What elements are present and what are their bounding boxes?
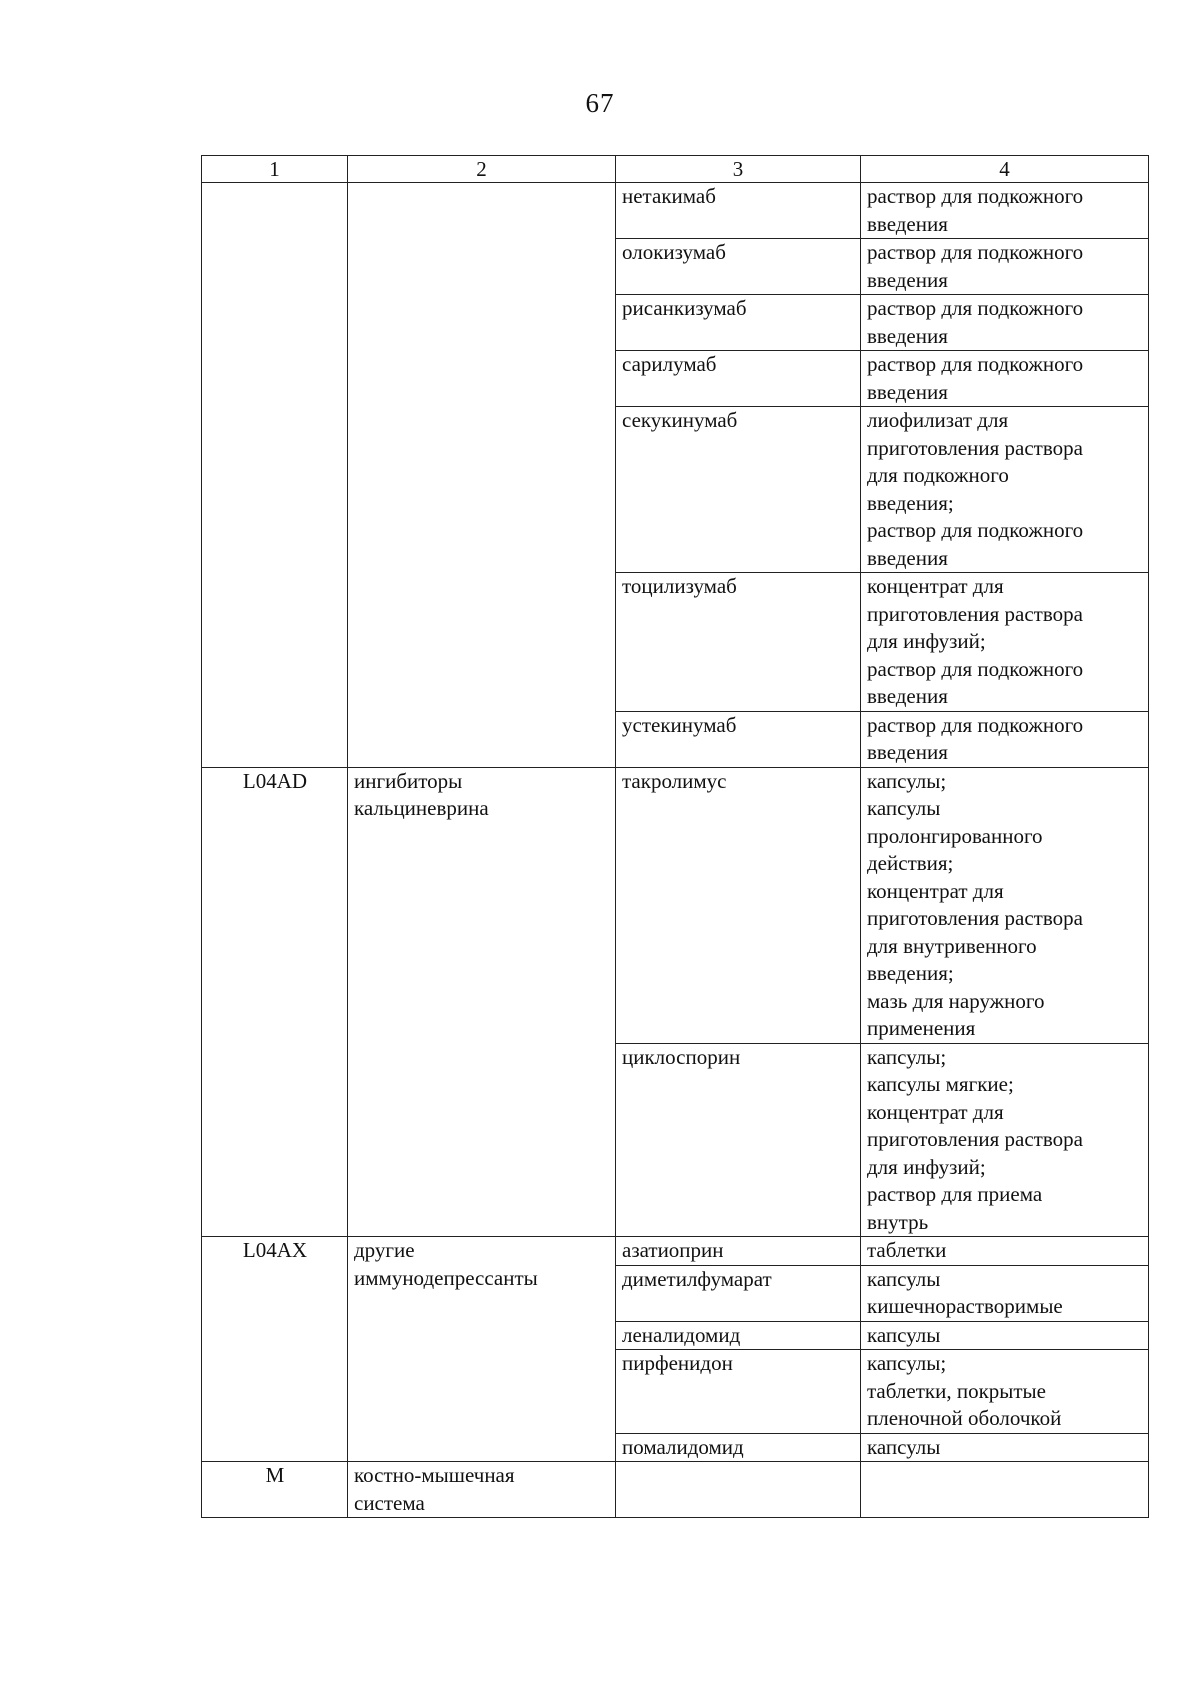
column-header-1: 1 <box>202 156 348 183</box>
dosage-form-cell: таблетки <box>861 1237 1149 1266</box>
drug-name-cell: такролимус <box>616 767 861 1043</box>
drug-name-cell: леналидомид <box>616 1321 861 1350</box>
dosage-form-cell: капсулы; таблетки, покрытые пленочной оболочкой <box>861 1350 1149 1434</box>
dosage-form-cell: раствор для подкожного введения <box>861 183 1149 239</box>
drug-name-cell: нетакимаб <box>616 183 861 239</box>
group-name-cell: ингибиторы кальциневрина <box>348 767 616 1237</box>
dosage-form-cell: концентрат для приготовления раствора для инфузий; раствор для подкожного введения <box>861 573 1149 712</box>
drug-table <box>201 155 1149 1518</box>
dosage-form-cell: капсулы; капсулы мягкие; концентрат для приготовления раствора для инфузий; раствор для приема внутрь <box>861 1043 1149 1237</box>
dosage-form-cell: раствор для подкожного введения <box>861 351 1149 407</box>
drug-name-cell: рисанкизумаб <box>616 295 861 351</box>
atc-code-cell <box>202 183 348 768</box>
table-row <box>202 183 1149 239</box>
dosage-form-cell: раствор для подкожного введения <box>861 239 1149 295</box>
table-row <box>202 1237 1149 1266</box>
dosage-form-cell: капсулы; капсулы пролонгированного действия; концентрат для приготовления раствора для внутривенного введения; мазь для наружного применения <box>861 767 1149 1043</box>
column-header-3: 3 <box>616 156 861 183</box>
column-header-2: 2 <box>348 156 616 183</box>
dosage-form-cell: капсулы <box>861 1433 1149 1462</box>
dosage-form-cell: раствор для подкожного введения <box>861 711 1149 767</box>
drug-name-cell: циклоспорин <box>616 1043 861 1237</box>
header-row <box>202 156 1149 183</box>
drug-name-cell: устекинумаб <box>616 711 861 767</box>
group-name-cell <box>348 183 616 768</box>
dosage-form-cell: капсулы <box>861 1321 1149 1350</box>
drug-name-cell: азатиоприн <box>616 1237 861 1266</box>
drug-name-cell: олокизумаб <box>616 239 861 295</box>
page-number: 67 <box>585 88 615 118</box>
drug-name-cell: диметилфумарат <box>616 1265 861 1321</box>
drug-name-cell: пирфенидон <box>616 1350 861 1434</box>
dosage-form-cell: раствор для подкожного введения <box>861 295 1149 351</box>
group-name-cell: костно-мышечная система <box>348 1462 616 1518</box>
dosage-form-cell: лиофилизат для приготовления раствора для подкожного введения; раствор для подкожного введения <box>861 407 1149 573</box>
atc-code-cell: M <box>202 1462 348 1518</box>
table-row <box>202 767 1149 1043</box>
column-header-4: 4 <box>861 156 1149 183</box>
drug-name-cell <box>616 1462 861 1518</box>
drug-name-cell: секукинумаб <box>616 407 861 573</box>
table-row <box>202 1462 1149 1518</box>
group-name-cell: другие иммунодепрессанты <box>348 1237 616 1462</box>
atc-code-cell: L04AX <box>202 1237 348 1462</box>
drug-name-cell: тоцилизумаб <box>616 573 861 712</box>
drug-name-cell: сарилумаб <box>616 351 861 407</box>
dosage-form-cell: капсулы кишечнорастворимые <box>861 1265 1149 1321</box>
dosage-form-cell <box>861 1462 1149 1518</box>
drug-name-cell: помалидомид <box>616 1433 861 1462</box>
table-body <box>202 183 1149 1518</box>
atc-code-cell: L04AD <box>202 767 348 1237</box>
